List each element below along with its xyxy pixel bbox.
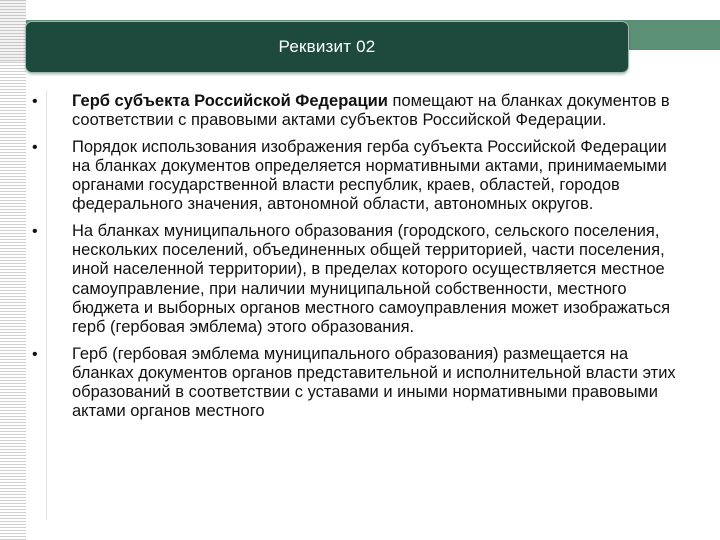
title-bar <box>26 22 628 72</box>
bullet-icon: • <box>32 93 38 110</box>
bullet-item <box>32 345 682 422</box>
bullet-item <box>32 138 682 215</box>
bullet-list <box>32 92 682 429</box>
bullet-bold-text: Герб субъекта Российской Федерации <box>72 92 388 110</box>
decorative-stripes-left <box>0 62 26 540</box>
slide-title: Реквизит 02 <box>278 37 376 56</box>
bullet-item <box>32 222 682 338</box>
bullet-text: помещают на бланках документов в соответствии с правовыми актами субъектов Российской Федерации. <box>72 92 670 130</box>
bullet-text: Герб (гербовая эмблема муниципального образования) размещается на бланках документов органов представительной и исполнительной власти этих образований в соответствии с уставами и иными нормативными правовыми актами органов местного <box>72 344 676 421</box>
decorative-stripes-top <box>0 0 26 62</box>
bullet-text: На бланках муниципального образования (городского, сельского поселения, нескольких поселений, объединенных общей территорией, части поселения, иной населенной территории), в пределах которого осуществляется местное самоуправление, при наличии муниципальной собственности, местного бюджета и выборных органов местного самоуправления может изображаться герб (гербовая эмблема) этого образования. <box>72 221 671 337</box>
bullet-item <box>32 92 682 131</box>
bullet-text: Порядок использования изображения герба субъекта Российской Федерации на бланках документов определяется нормативными актами, принимаемыми органами государственной власти республик, краев, областей, городов федерального значения, автономной области, автономных округов. <box>72 137 667 214</box>
bullet-icon: • <box>32 222 38 240</box>
bullet-icon: • <box>32 138 38 156</box>
bullet-icon: • <box>32 345 38 363</box>
